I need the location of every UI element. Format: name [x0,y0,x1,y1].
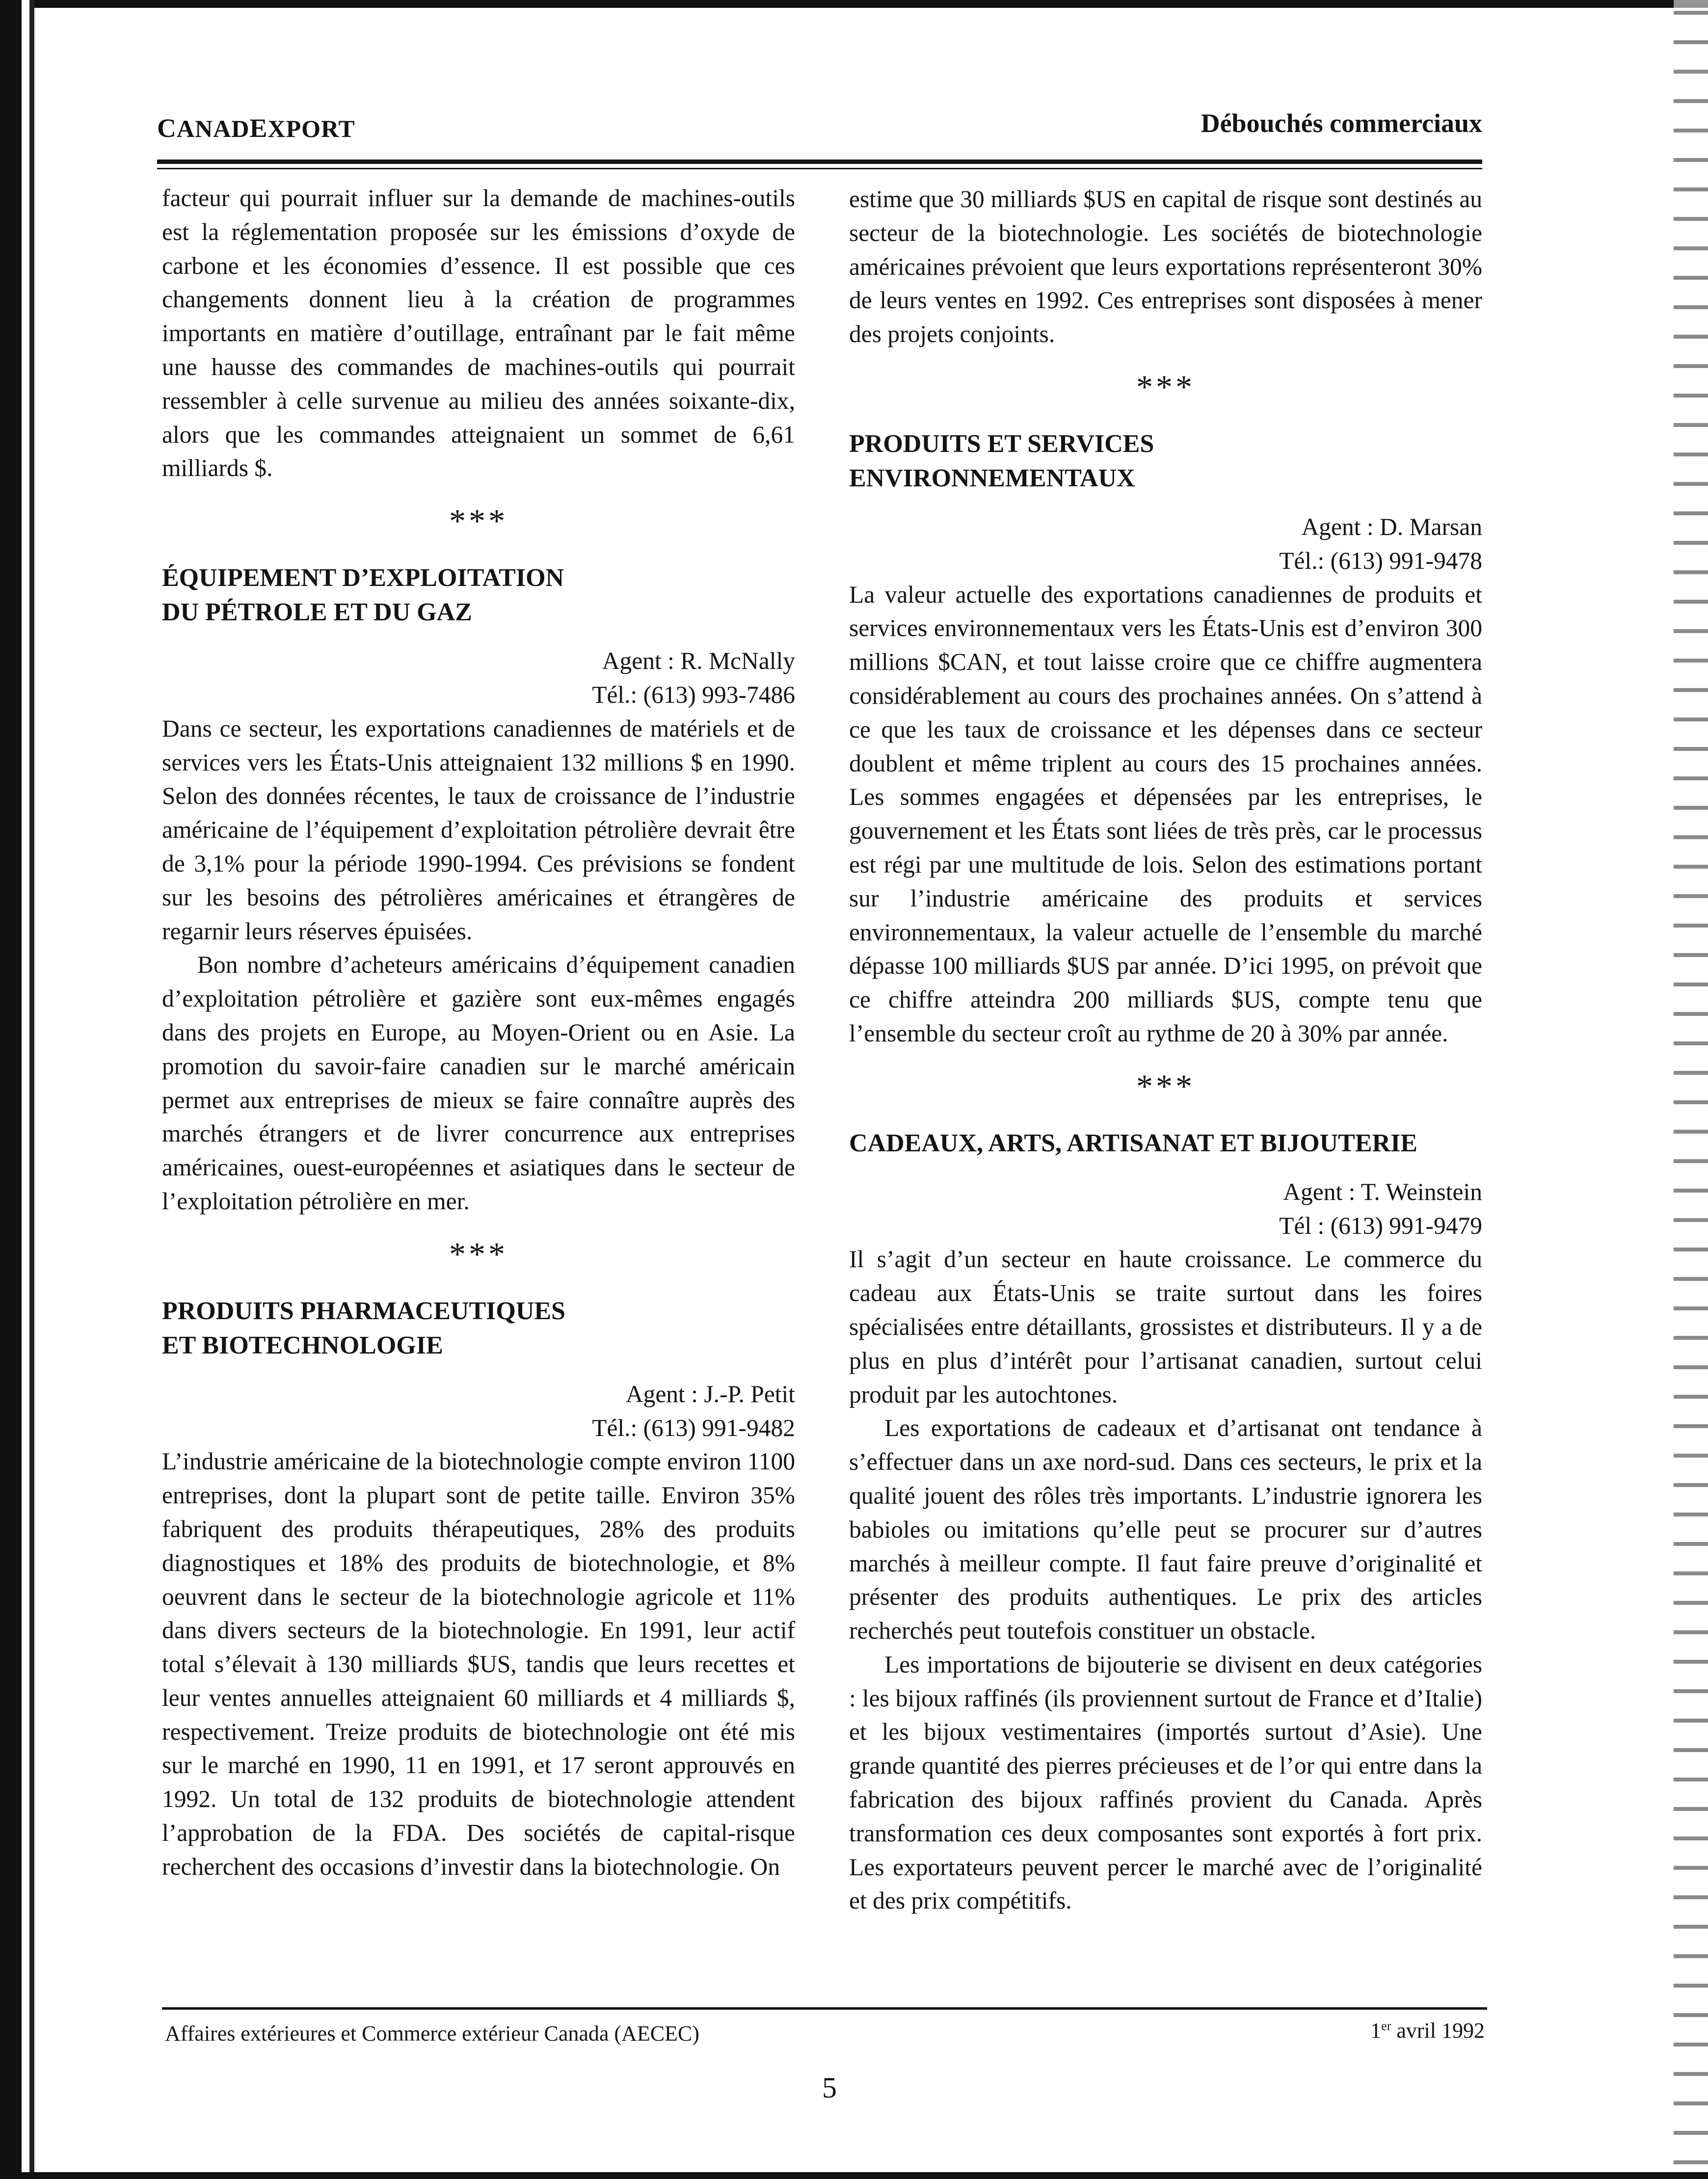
section-separator: *** [449,502,508,540]
brand-cap-e: E [249,113,268,143]
pharma-paragraph-1: L’industrie américaine de la biotechnologie compte environ 1100 entreprises, dont la plupart sont de petite taille. Environ 35% fabriquent des produits thérapeutiques, 28% des produits diagnostiques et 18% des produits de biotechnologie, et 8% oeuvrent dans le secteur de la biotechnologie agricole et 11% dans divers secteurs de la biotechnologie. En 1991, leur actif total s’élevait à 130 milliards $US, tandis que leurs recettes et leur ventes annuelles atteignaient 60 milliards et 4 milliards $, respectivement. Treize produits de biotechnologie ont été mis sur le marché en 1990, 11 en 1991, et 17 seront approuvés en 1992. Un total de 132 produits de biotechnologie attendent l’approbation de la FDA. Des sociétés de capital-risque recherchent des occasions d’investir dans la biotechnologie. On [162,1448,795,1880]
biotech-continuation-paragraph: estime que 30 milliards $US en capital de risque sont destinés au secteur de la biotechnologie. Les sociétés de biotechnologie américaines prévoient que leurs exportations représenteront 30% de leurs ventes en 1992. Ces entreprises sont disposées à mener des projets conjoints. [849,186,1482,348]
brand-cap-c: C [157,113,177,143]
agent-name: Agent : R. McNally [602,647,795,675]
section-separator: *** [1136,368,1195,405]
heading-line: ÉQUIPEMENT D’EXPLOITATION [162,564,564,592]
agent-phone: Tél.: (613) 993-7486 [592,681,795,708]
page-number: 5 [822,2072,837,2104]
heading-oil-gas [162,561,795,630]
section-title: Débouchés commerciaux [1201,108,1482,138]
heading-line: ENVIRONNEMENTAUX [849,464,1135,492]
heading-pharma-biotech [162,1294,795,1363]
header-rule-thin [157,168,1482,169]
date-rest: avril 1992 [1391,2019,1485,2043]
agent-contact-environment [849,510,1482,578]
publication-name [157,113,355,143]
heading-line: DU PÉTROLE ET DU GAZ [162,598,472,627]
page-header [157,108,1482,142]
oil-paragraph-2: Bon nombre d’acheteurs américains d’équipement canadien d’exploitation pétrolière et gazière sont eux-mêmes engagés dans des projets en Europe, au Moyen-Orient ou en Asie. La promotion du savoir-faire canadien sur le marché américain permet aux entreprises de mieux se faire connaître auprès des marchés étrangers et de livrer concurrence aux entreprises américaines, ouest-européennes et asiatiques dans le secteur de l’exploitation pétrolière en mer. [162,951,795,1215]
footer-date [1370,2018,1485,2043]
brand-text-2: XPORT [267,115,355,142]
date-day: 1 [1370,2019,1382,2043]
heading-line: PRODUITS ET SERVICES [849,429,1154,458]
date-ordinal: er [1381,2019,1391,2033]
agent-phone: Tél : (613) 991-9479 [1279,1212,1482,1239]
brand-text-1: ANAD [177,115,250,142]
heading-line: PRODUITS PHARMACEUTIQUES [162,1297,565,1325]
scan-border-left [0,0,22,2179]
section-separator: *** [1136,1067,1195,1105]
intro-paragraph: facteur qui pourrait influer sur la demande de machines-outils est la réglementation proposée sur les émissions d’oxyde de carbone et les économies d’essence. Il est possible que ces changements donnent lieu à la création de programmes importants en matière d’outillage, entraînant par le fait même une hausse des commandes de machines-outils qui pourrait ressembler à celle survenue au milieu des années soixante-dix, alors que les commandes atteignaient un sommet de 6,61 milliards $. [162,185,795,482]
scan-border-bottom [0,2172,1708,2179]
heading-line: ET BIOTECHNOLOGIE [162,1331,443,1359]
heading-environment [849,427,1482,496]
oil-paragraph-1: Dans ce secteur, les exportations canadiennes de matériels et de services vers les États-Unis atteignaient 132 millions $ en 1990. Selon des données récentes, le taux de croissance de l’industrie américaine de l’équipement d’exploitation pétrolière devrait être de 3,1% pour la période 1990-1994. Ces prévisions se fondent sur les besoins des pétrolières américaines et étrangères de regarnir leurs réserves épuisées. [162,715,795,945]
heading-gifts-crafts: CADEAUX, ARTS, ARTISANAT ET BIJOUTERIE [849,1129,1417,1157]
section-separator: *** [449,1235,508,1273]
footer-publisher: Affaires extérieures et Commerce extérieur Canada (AECEC) [165,2021,699,2046]
agent-name: Agent : J.-P. Petit [625,1380,795,1408]
gifts-paragraph-1: Il s’agit d’un secteur en haute croissance. Le commerce du cadeau aux États-Unis se traite surtout dans les foires spécialisées entre détaillants, grossistes et distributeurs. Il y a de plus en plus d’intérêt pour l’artisanat canadien, surtout celui produit par les autochtones. [849,1246,1482,1408]
agent-phone: Tél.: (613) 991-9482 [592,1414,795,1441]
agent-contact-oil [162,644,795,712]
left-column [162,182,795,1884]
environment-paragraph-1: La valeur actuelle des exportations canadiennes de produits et services environnementaux vers les États-Unis est d’environ 300 millions $CAN, et tout laisse croire que ce chiffre augmentera considérablement au cours des prochaines années. On s’attend à ce que les taux de croissance et les dépenses dans ce secteur doublent et même triplent au cours des 15 prochaines années. Les sommes engagées et dépensées par les entreprises, le gouvernement et les États sont liées de très près, car le processus est régi par une multitude de lois. Selon des estimations portant sur l’industrie américaine des produits et services environnementaux, la valeur actuelle de l’ensemble du marché dépasse 100 milliards $US par année. D’ici 1995, on prévoit que ce chiffre atteindra 200 milliards $US, compte tenu que l’ensemble du secteur croît au rythme de 20 à 30% par année. [849,581,1482,1047]
scan-border-top [0,0,1708,8]
gifts-paragraph-2: Les exportations de cadeaux et d’artisanat ont tendance à s’effectuer dans un axe nord-sud. Dans ces secteurs, le prix et la qualité jouent des rôles très importants. L’industrie ignorera les babioles ou imitations qu’elle peut se procurer sur d’autres marchés à meilleur compte. Il faut faire preuve d’originalité et présenter des produits authentiques. Le prix des articles recherchés peut toutefois constituer un obstacle. [849,1414,1482,1645]
agent-phone: Tél.: (613) 991-9478 [1279,547,1482,574]
agent-contact-gifts [849,1175,1482,1243]
footer-rule [162,2007,1487,2010]
agent-name: Agent : D. Marsan [1301,513,1482,540]
scan-border-right [1674,0,1708,2179]
header-rule-thick [157,159,1482,164]
agent-contact-pharma [162,1378,795,1445]
scan-border-left-inner [29,0,34,2179]
right-column [849,183,1482,1918]
gifts-paragraph-3: Les importations de bijouterie se divisent en deux catégories : les bijoux raffinés (ils proviennent surtout de France et d’Italie) et les bijoux vestimentaires (importés surtout d’Asie). Une grande quantité des pierres précieuses et de l’or qui entre dans la fabrication des bijoux raffinés provient du Canada. Après transformation ces deux composantes sont exportés à fort prix. Les exportateurs peuvent percer le marché avec de l’originalité et des prix compétitifs. [849,1650,1482,1914]
agent-name: Agent : T. Weinstein [1283,1178,1482,1205]
